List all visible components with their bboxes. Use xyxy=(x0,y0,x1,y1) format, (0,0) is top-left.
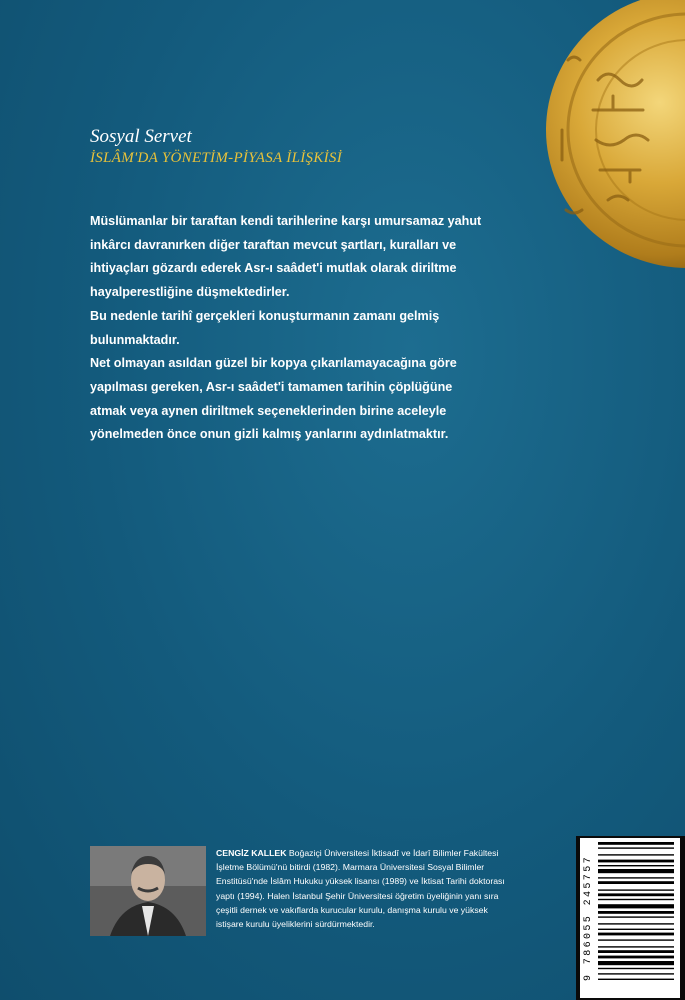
barcode-bar xyxy=(598,916,674,917)
barcode-bar xyxy=(598,865,674,866)
back-cover-blurb xyxy=(90,210,490,447)
book-title: Sosyal Servet xyxy=(90,126,192,147)
isbn-number: 9 786055 245757 xyxy=(583,855,594,982)
barcode-bar xyxy=(598,904,674,908)
barcode-bar xyxy=(598,881,674,884)
gold-coin-image xyxy=(538,0,685,280)
blurb-paragraph: Müslümanlar bir taraftan kendi tarihlerine karşı umursamaz yahut inkârcı davranırken diğer taraftan mevcut şartları, kuralları ve ihtiyaçları gözardı ederek Asr-ı saâdet'i mutlak olarak diriltme hayalperestliğine düşmektedirler. xyxy=(90,214,482,300)
author-bio-text: Boğaziçi Üniversitesi İktisadî ve İdarî Bilimler Fakültesi İşletme Bölümü'nü bitirdi (1982). Marmara Üniversitesi Sosyal Bilimler Enstitüsü'nde İslâm Hukuku yüksek lisansı (1989) ve İktisat Tarihi doktorası yaptı (1994). Halen İstanbul Şehir Üniversitesi öğretim üyeliğinin yanı sıra çeşitli dernek ve vakıflarda kurucular kurulu, danışma kurulu ve yüksek istişare kurulu üyeliklerini sürdürmektedir. xyxy=(216,848,505,930)
barcode-bar xyxy=(598,911,674,914)
barcode-bar xyxy=(598,933,674,936)
author-photo xyxy=(90,846,206,936)
barcode-bar xyxy=(598,961,674,965)
book-subtitle: İSLÂM'DA YÖNETİM-PİYASA İLİŞKİSİ xyxy=(90,150,343,166)
barcode-bar xyxy=(598,929,674,930)
barcode-bar xyxy=(598,869,674,873)
barcode-bar xyxy=(598,847,674,848)
barcode-bar xyxy=(598,946,674,947)
author-bio xyxy=(216,846,516,931)
barcode-bar xyxy=(598,950,674,953)
barcode-bar xyxy=(598,923,674,924)
author-name: CENGİZ KALLEK xyxy=(216,848,287,858)
barcode-bar xyxy=(598,956,674,959)
barcode-bar xyxy=(598,854,674,855)
barcode-bar xyxy=(598,860,674,863)
barcode-bar xyxy=(598,979,674,980)
barcode-bar xyxy=(598,973,674,974)
barcode-bar xyxy=(598,842,674,845)
barcode-bar xyxy=(598,877,674,878)
barcode-bar xyxy=(598,889,674,890)
blurb-paragraph: Bu nedenle tarihî gerçekleri konuşturmanın zamanı gelmiş bulunmaktadır. xyxy=(90,308,440,347)
barcode-bar xyxy=(598,893,674,896)
blurb-paragraph: Net olmayan asıldan güzel bir kopya çıkarılamayacağına göre yapılması gereken, Asr-ı saâdet'i tamamen tarihin çöplüğüne atmak veya aynen diriltmek seçeneklerinden birine aceleyle yönelmeden önce onun gizli kalmış yanlarını aydınlatmaktır. xyxy=(90,356,457,442)
barcode-bar xyxy=(598,939,674,940)
barcode-bar xyxy=(598,899,674,900)
isbn-barcode xyxy=(580,838,680,998)
barcode-bar xyxy=(598,968,674,969)
